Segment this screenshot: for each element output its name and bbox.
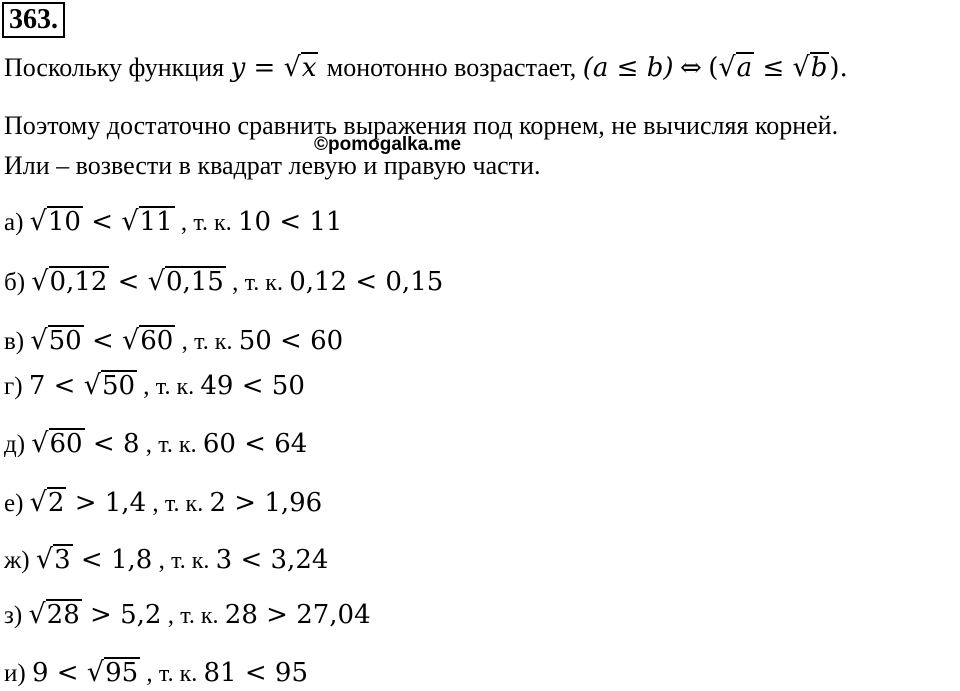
comparison-item: е) √2 > 1,4 , т. к. 2 > 1,96 bbox=[4, 487, 323, 518]
comparison-item: в) √50 < √60 , т. к. 50 < 60 bbox=[4, 325, 344, 356]
reason-inequality: 0,12 < 0,15 bbox=[289, 267, 444, 297]
reason-prefix: т. к. bbox=[180, 603, 219, 629]
sqrt-symbol: √ bbox=[121, 206, 139, 237]
sqrt-expression bbox=[148, 266, 226, 298]
condition-right: (√a ≤ √b). bbox=[708, 52, 848, 83]
reason-prefix: т. к. bbox=[171, 548, 210, 574]
sqrt-symbol: √ bbox=[31, 428, 49, 459]
right-value: 1,4 bbox=[104, 488, 147, 518]
comparison-item: ж) √3 < 1,8 , т. к. 3 < 3,24 bbox=[4, 544, 329, 575]
comparison-operator: < bbox=[72, 545, 111, 575]
radicand: 0,15 bbox=[165, 267, 224, 297]
item-label: г) bbox=[4, 373, 23, 400]
item-label: д) bbox=[4, 431, 26, 458]
radicand: 3 bbox=[54, 545, 71, 575]
sqrt-symbol: √ bbox=[147, 266, 165, 297]
radicand: 28 bbox=[46, 600, 80, 630]
radicand: 0,12 bbox=[49, 267, 108, 297]
radicand: 60 bbox=[49, 429, 83, 459]
reason-inequality: 60 < 64 bbox=[202, 429, 308, 459]
item-label: а) bbox=[4, 209, 24, 236]
sqrt-expression bbox=[87, 657, 140, 689]
item-label: и) bbox=[4, 660, 26, 687]
item-label: ж) bbox=[4, 547, 30, 574]
reason-inequality: 50 < 60 bbox=[238, 326, 344, 356]
comparison-item: а) √10 < √11 , т. к. 10 < 11 bbox=[4, 206, 343, 237]
reason-prefix: т. к. bbox=[193, 210, 232, 236]
condition-left: (a ≤ b) bbox=[582, 53, 674, 83]
comparison-item: д) √60 < 8 , т. к. 60 < 64 bbox=[4, 428, 308, 459]
item-label: з) bbox=[4, 602, 23, 629]
sqrt-symbol: √ bbox=[35, 544, 54, 575]
sqrt-symbol: √ bbox=[31, 266, 49, 297]
reason-prefix: т. к. bbox=[244, 270, 283, 296]
sqrt-symbol: √ bbox=[28, 599, 46, 630]
right-value: 8 bbox=[122, 429, 140, 459]
reason-prefix: т. к. bbox=[164, 491, 204, 517]
item-label: в) bbox=[4, 328, 25, 355]
sqrt-symbol: √ bbox=[83, 370, 101, 401]
sqrt-symbol: √ bbox=[86, 657, 105, 688]
sqrt-expression bbox=[31, 266, 109, 298]
sqrt-expression bbox=[36, 544, 73, 576]
reason-prefix: т. к. bbox=[158, 661, 198, 687]
comparison-operator: < bbox=[84, 429, 123, 459]
reason-inequality: 28 > 27,04 bbox=[224, 600, 371, 630]
intro-text-b: монотонно возрастает, bbox=[326, 53, 577, 82]
comparison-operator: < bbox=[109, 267, 148, 297]
sqrt-symbol: √x bbox=[283, 52, 317, 83]
intro-text-a: Поскольку функция bbox=[4, 53, 225, 82]
reason-inequality: 3 < 3,24 bbox=[215, 545, 329, 575]
comparison-operator: < bbox=[45, 371, 84, 401]
comparison-item: и) 9 < √95 , т. к. 81 < 95 bbox=[4, 657, 308, 688]
sqrt-expression bbox=[122, 325, 175, 357]
radicand: 2 bbox=[47, 488, 65, 518]
left-value: 9 bbox=[31, 658, 49, 688]
sqrt-expression bbox=[31, 428, 84, 460]
equivalence-symbol: ⇔ bbox=[680, 53, 702, 83]
comparison-operator: < bbox=[82, 207, 122, 237]
comparison-operator: > bbox=[66, 488, 105, 518]
reason-prefix: т. к. bbox=[158, 432, 197, 458]
function-formula: y = √x bbox=[230, 52, 317, 83]
item-label: е) bbox=[4, 490, 24, 517]
intro-line-3: Или – возвести в квадрат левую и правую части. bbox=[4, 151, 541, 180]
comparison-item: г) 7 < √50 , т. к. 49 < 50 bbox=[4, 370, 305, 401]
sqrt-expression bbox=[121, 206, 174, 238]
sqrt-expression bbox=[30, 206, 83, 238]
sqrt-expression bbox=[30, 325, 83, 357]
reason-inequality: 49 < 50 bbox=[200, 371, 305, 401]
radicand: 60 bbox=[140, 326, 174, 356]
comparison-item: б) √0,12 < √0,15 , т. к. 0,12 < 0,15 bbox=[4, 266, 444, 297]
reason-inequality: 81 < 95 bbox=[203, 658, 308, 688]
watermark: ©pomogalka.me bbox=[314, 134, 462, 155]
reason-inequality: 2 > 1,96 bbox=[209, 488, 323, 518]
intro-line-1 bbox=[4, 52, 848, 84]
comparison-item: з) √28 > 5,2 , т. к. 28 > 27,04 bbox=[4, 599, 371, 630]
sqrt-symbol: √ bbox=[30, 325, 48, 356]
right-value: 1,8 bbox=[110, 545, 153, 575]
comparison-operator: < bbox=[83, 326, 123, 356]
sqrt-symbol: √ bbox=[29, 206, 47, 237]
problem-number: 363. bbox=[2, 2, 65, 38]
sqrt-expression bbox=[84, 370, 137, 402]
intro-line-2: Поэтому достаточно сравнить выражения под корнем, не вычисляя корней. bbox=[4, 111, 839, 140]
item-label: б) bbox=[4, 269, 26, 296]
radicand: 50 bbox=[48, 326, 82, 356]
comparison-operator: > bbox=[81, 600, 121, 630]
left-value: 7 bbox=[28, 371, 46, 401]
sqrt-expression bbox=[30, 487, 67, 519]
reason-prefix: т. к. bbox=[155, 374, 195, 400]
sqrt-expression bbox=[28, 599, 81, 631]
radicand: 10 bbox=[47, 207, 81, 237]
right-value: 5,2 bbox=[120, 600, 162, 630]
radicand: 50 bbox=[101, 371, 136, 401]
comparison-operator: < bbox=[48, 658, 87, 688]
reason-prefix: т. к. bbox=[194, 329, 233, 355]
radicand: 95 bbox=[105, 658, 139, 688]
sqrt-symbol: √ bbox=[122, 325, 140, 356]
reason-inequality: 10 < 11 bbox=[237, 207, 343, 237]
sqrt-symbol: √ bbox=[29, 487, 47, 518]
radicand: 11 bbox=[139, 207, 173, 237]
